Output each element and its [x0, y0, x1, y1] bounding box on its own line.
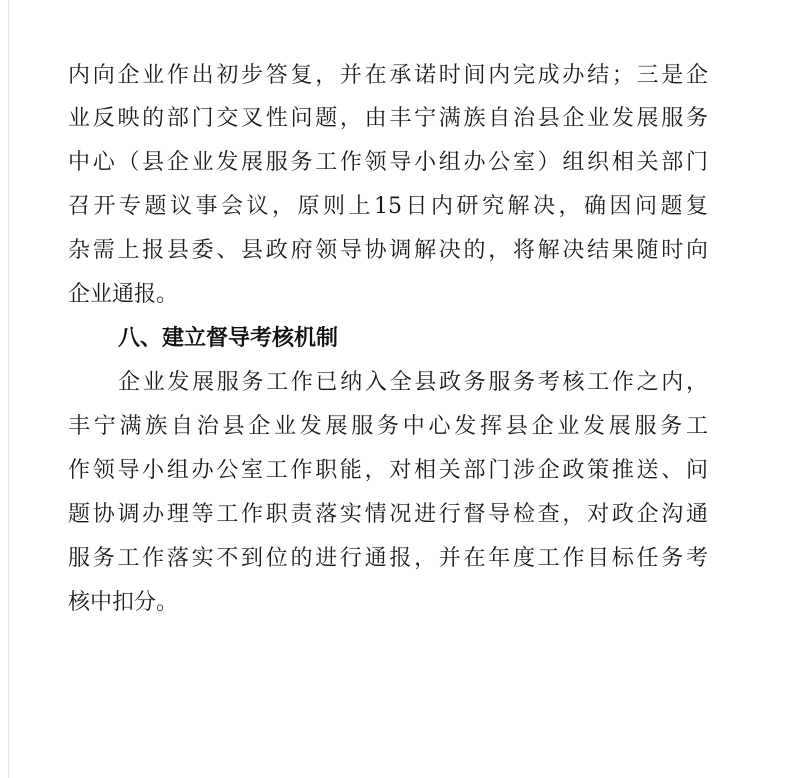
scan-edge-line	[8, 0, 9, 778]
paragraph2-line-6: 核中扣分。	[68, 590, 179, 615]
paragraph1-line-6: 企业通报。	[68, 282, 179, 307]
paragraph2-line-2: 丰宁满族自治县企业发展服务中心发挥县企业发展服务工	[68, 414, 708, 439]
paragraph1-line-5: 杂需上报县委、县政府领导协调解决的，将解决结果随时向	[68, 238, 708, 263]
paragraph2-line-1: 企业发展服务工作已纳入全县政务服务考核工作之内，	[118, 370, 708, 395]
paragraph2-line-5: 服务工作落实不到位的进行通报，并在年度工作目标任务考	[68, 546, 708, 571]
section-heading: 八、建立督导考核机制	[118, 326, 339, 351]
paragraph1-line-3: 中心（县企业发展服务工作领导小组办公室）组织相关部门	[68, 150, 708, 175]
paragraph2-line-3: 作领导小组办公室工作职能，对相关部门涉企政策推送、问	[68, 458, 708, 483]
paragraph1-line-1: 内向企业作出初步答复，并在承诺时间内完成办结；三是企	[68, 63, 708, 88]
paragraph2-line-4: 题协调办理等工作职责落实情况进行督导检查，对政企沟通	[68, 502, 708, 527]
paragraph1-line-2: 业反映的部门交叉性问题，由丰宁满族自治县企业发展服务	[68, 106, 708, 131]
paragraph1-line-4: 召开专题议事会议，原则上15日内研究解决，确因问题复	[68, 194, 708, 219]
